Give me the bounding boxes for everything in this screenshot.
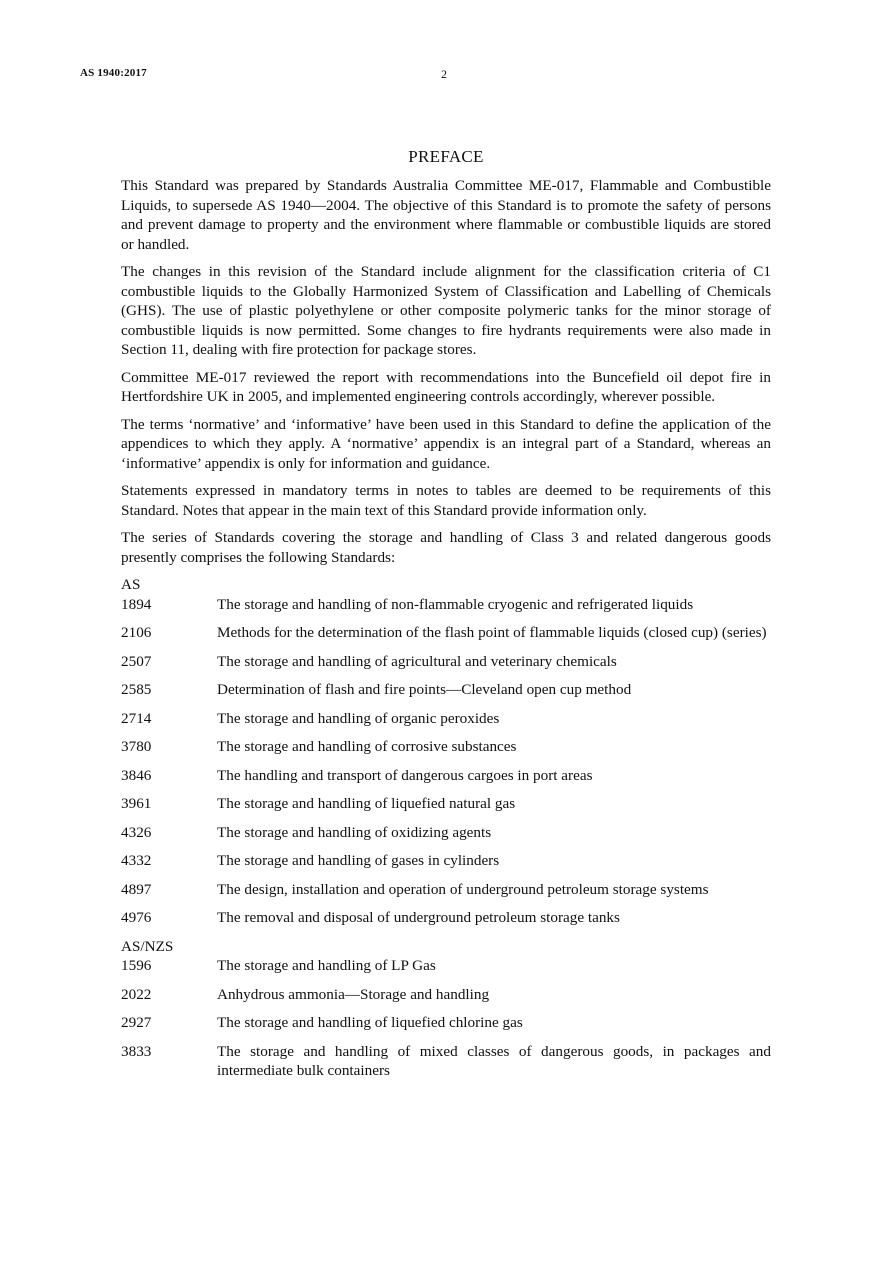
standard-row xyxy=(121,680,771,700)
standard-title: Determination of flash and fire points—Cleveland open cup method xyxy=(217,681,632,698)
standard-row xyxy=(121,908,771,928)
page-number: 2 xyxy=(441,67,447,81)
standard-row xyxy=(121,851,771,871)
standards-group-label-asnzs: AS/NZS xyxy=(121,937,174,955)
standard-row xyxy=(121,794,771,814)
standard-number: 1894 xyxy=(121,595,152,613)
standard-row xyxy=(121,623,771,643)
preface-paragraph: Committee ME-017 reviewed the report with recommendations into the Buncefield oil depot fire in Hertfordshire UK in 2005, and implemented engineering controls accordingly, wherever possible. xyxy=(121,368,771,405)
standard-row xyxy=(121,985,771,1005)
preface-paragraph: Statements expressed in mandatory terms in notes to tables are deemed to be requirements of this Standard. Notes that appear in the main text of this Standard provide information only. xyxy=(121,482,771,519)
standard-row xyxy=(121,595,771,615)
standard-title: The storage and handling of organic peroxides xyxy=(217,709,500,727)
standard-title: The removal and disposal of underground petroleum storage tanks xyxy=(217,909,620,926)
standard-row xyxy=(121,1013,771,1033)
standard-title: The storage and handling of agricultural and veterinary chemicals xyxy=(217,652,617,670)
standard-number: 2507 xyxy=(121,652,152,670)
standard-title: The storage and handling of liquefied natural gas xyxy=(217,795,516,812)
standard-number: 3833 xyxy=(121,1042,152,1060)
preface-paragraph: The terms ‘normative’ and ‘informative’ have been used in this Standard to define the application of the appendices to which they apply. A ‘normative’ appendix is an integral part of a Standard, whereas an ‘informative’ appendix is only for information and guidance. xyxy=(121,415,771,472)
standard-title: The storage and handling of non-flammable cryogenic and refrigerated liquids xyxy=(217,595,694,613)
standard-title: Methods for the determination of the flash point of flammable liquids (closed cup) (series) xyxy=(217,624,767,641)
standard-title: The storage and handling of LP Gas xyxy=(217,957,436,974)
standards-list-as xyxy=(121,595,771,928)
standard-row xyxy=(121,737,771,757)
standard-title: The storage and handling of corrosive substances xyxy=(217,738,517,755)
standard-number: 3961 xyxy=(121,795,152,812)
standard-title: The storage and handling of liquefied chlorine gas xyxy=(217,1014,523,1031)
standard-row xyxy=(121,652,771,672)
standard-number: 2106 xyxy=(121,624,152,641)
standard-number: 2714 xyxy=(121,709,152,727)
page-content xyxy=(121,147,771,1090)
standard-number: 4976 xyxy=(121,909,152,926)
standard-row xyxy=(121,880,771,900)
standard-number: 4326 xyxy=(121,823,152,841)
standard-number: 1596 xyxy=(121,957,152,974)
standard-number: 2927 xyxy=(121,1014,152,1031)
standard-title: The handling and transport of dangerous cargoes in port areas xyxy=(217,766,593,784)
standard-number: 4332 xyxy=(121,852,152,869)
preface-paragraph: The series of Standards covering the storage and handling of Class 3 and related dangerous goods presently comprises the following Standards: xyxy=(121,529,771,566)
standard-title: The storage and handling of gases in cylinders xyxy=(217,852,500,869)
standard-row xyxy=(121,956,771,976)
standard-title: Anhydrous ammonia—Storage and handling xyxy=(217,985,490,1003)
standard-row xyxy=(121,766,771,786)
standard-number: 2022 xyxy=(121,985,152,1003)
standards-list-asnzs xyxy=(121,956,771,1081)
standard-number: 3780 xyxy=(121,738,152,755)
standard-title: The storage and handling of mixed classes of dangerous goods, in packages and intermediate bulk containers xyxy=(217,1042,771,1079)
standard-title: The design, installation and operation of underground petroleum storage systems xyxy=(217,880,709,898)
standard-number: 3846 xyxy=(121,766,152,784)
standard-row xyxy=(121,1042,771,1081)
standard-number: 4897 xyxy=(121,880,152,898)
document-id: AS 1940:2017 xyxy=(80,67,147,79)
preface-paragraph: The changes in this revision of the Standard include alignment for the classification criteria of C1 combustible liquids to the Globally Harmonized System of Classification and Labelling of Chemicals (GHS). The use of plastic polyethylene or other composite polymeric tanks for the minor storage of combustible liquids is now permitted. Some changes to fire hydrants requirements were also made in Section 11, dealing with fire protection for package stores. xyxy=(121,263,771,358)
standards-group-label-as: AS xyxy=(121,576,141,593)
standard-title: The storage and handling of oxidizing agents xyxy=(217,823,492,841)
standard-row xyxy=(121,709,771,729)
standard-row xyxy=(121,823,771,843)
preface-paragraph: This Standard was prepared by Standards Australia Committee ME-017, Flammable and Combustible Liquids, to supersede AS 1940—2004. The objective of this Standard is to promote the safety of persons and prevent damage to property and the environment where flammable or combustible liquids are stored or handled. xyxy=(121,177,771,253)
preface-title: PREFACE xyxy=(408,147,484,166)
standard-number: 2585 xyxy=(121,681,152,698)
